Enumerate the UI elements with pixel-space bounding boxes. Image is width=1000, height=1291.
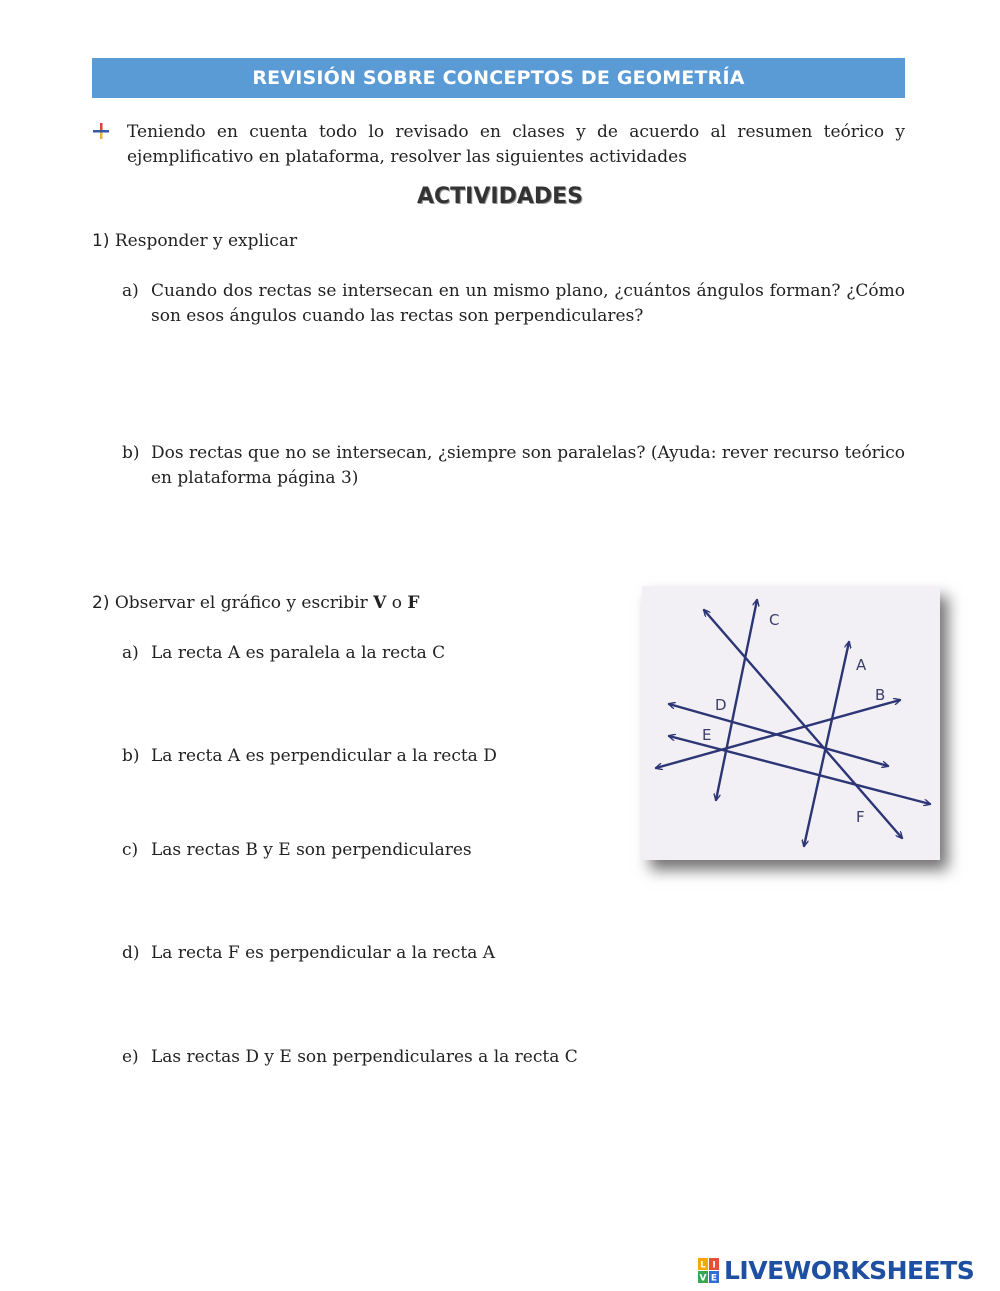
badge-letter-l: L <box>700 1260 706 1270</box>
label-b: B <box>875 686 886 704</box>
or-word: o <box>391 593 402 613</box>
true-letter: V <box>373 593 387 613</box>
logo-badge-icon <box>698 1258 720 1284</box>
intro-text: Teniendo en cuenta todo lo revisado en clases y de acuerdo al resumen teórico y ejemplificativo en plataforma, resolver las siguientes actividades <box>127 122 905 167</box>
badge-letter-e: E <box>710 1273 718 1283</box>
item-label: d) <box>122 943 140 963</box>
lines-diagram <box>642 586 940 860</box>
item-label: a) <box>122 281 139 301</box>
question-2-number: 2) <box>92 593 110 613</box>
item-text: Cuando dos rectas se intersecan en un mismo plano, ¿cuántos ángulos forman? ¿Cómo son esos ángulos cuando las rectas son perpendiculares? <box>151 281 905 326</box>
liveworksheets-logo <box>698 1256 974 1285</box>
item-text: Las rectas D y E son perpendiculares a la recta C <box>151 1047 578 1067</box>
question-1-prompt: Responder y explicar <box>114 231 298 251</box>
false-letter: F <box>407 593 420 613</box>
question-1-heading <box>92 229 297 254</box>
item-text: Las rectas B y E son perpendiculares <box>151 840 472 860</box>
page-title: REVISIÓN SOBRE CONCEPTOS DE GEOMETRÍA <box>92 58 905 98</box>
item-label: b) <box>122 443 140 463</box>
item-text: La recta F es perpendicular a la recta A <box>151 943 496 963</box>
item-label: c) <box>122 840 139 860</box>
line-e <box>669 736 930 804</box>
line-f <box>704 610 902 838</box>
label-f: F <box>856 808 865 826</box>
question-2-prompt: Observar el gráfico y escribir <box>114 593 368 613</box>
item-text: Dos rectas que no se intersecan, ¿siempre son paralelas? (Ayuda: rever recurso teórico en plataforma página 3) <box>151 443 905 488</box>
logo-text[interactable]: LIVEWORKSHEETS <box>724 1256 975 1285</box>
label-a: A <box>856 656 867 674</box>
question-1-number: 1) <box>92 231 110 251</box>
activities-heading: ACTIVIDADES <box>417 184 583 209</box>
item-label: e) <box>122 1047 139 1067</box>
bullet-icon <box>92 122 110 140</box>
item-text: La recta A es paralela a la recta C <box>151 643 446 663</box>
badge-letter-v: V <box>699 1273 707 1283</box>
question-2-heading <box>92 591 419 616</box>
label-d: D <box>715 696 727 714</box>
lines-figure <box>642 586 940 860</box>
label-e: E <box>702 726 712 744</box>
badge-letter-i: I <box>712 1260 716 1270</box>
item-label: b) <box>122 746 140 766</box>
label-c: C <box>769 611 780 629</box>
item-text: La recta A es perpendicular a la recta D <box>151 746 497 766</box>
item-label: a) <box>122 643 139 663</box>
